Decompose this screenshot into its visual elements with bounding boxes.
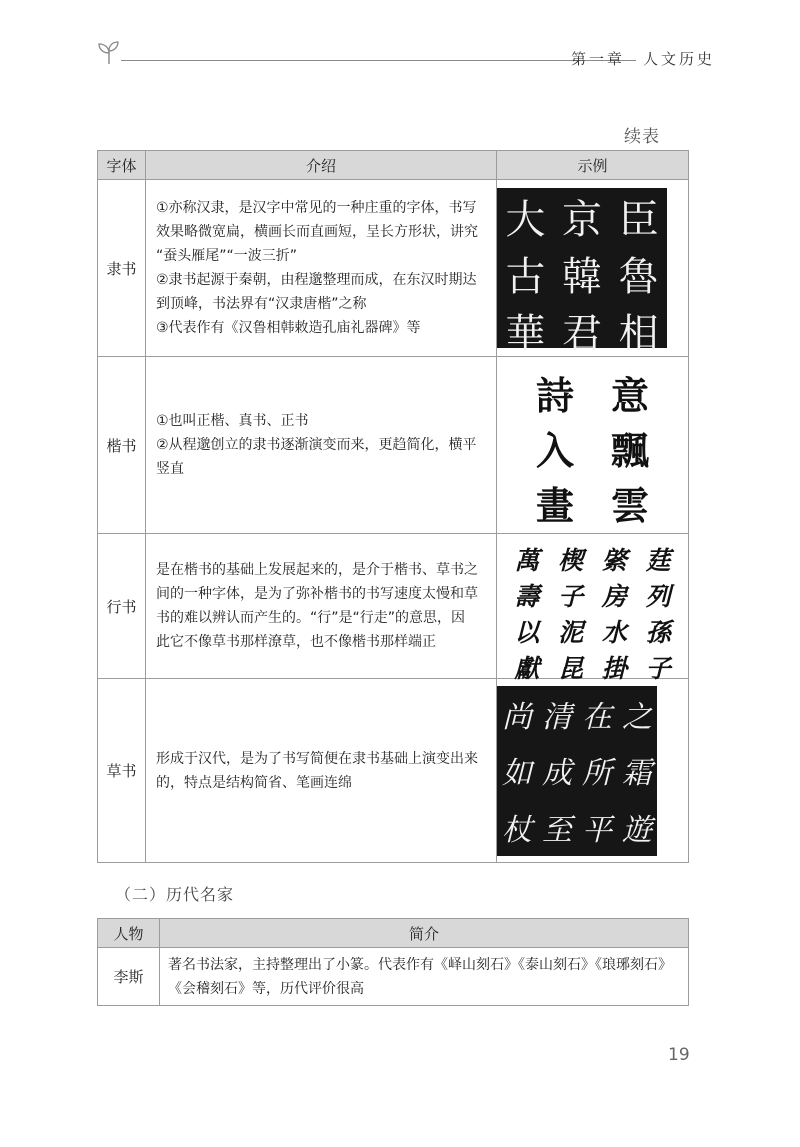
sample-char: 房 bbox=[601, 582, 627, 611]
example-cell bbox=[497, 534, 689, 683]
table-header-row bbox=[98, 151, 689, 180]
sample-char: 如 bbox=[502, 756, 532, 792]
font-intro bbox=[146, 357, 497, 534]
script-styles-table bbox=[97, 150, 689, 863]
sample-char: 成 bbox=[542, 756, 572, 792]
sample-char: 霜 bbox=[622, 756, 652, 792]
running-script-sample bbox=[505, 541, 680, 683]
table-header-row bbox=[98, 919, 689, 948]
sample-char: 水 bbox=[601, 618, 627, 647]
intro-line: 到顶峰，书法界有“汉隶唐楷”之称 bbox=[156, 296, 367, 312]
sample-char: 遊 bbox=[622, 813, 652, 849]
sample-char: 壽 bbox=[514, 582, 540, 611]
sample-char: 平 bbox=[582, 813, 612, 849]
table-row bbox=[98, 180, 689, 357]
sample-char: 所 bbox=[582, 756, 612, 792]
chapter-number: 第一章 bbox=[570, 50, 625, 68]
sample-char: 萬 bbox=[514, 546, 540, 575]
font-intro bbox=[146, 534, 497, 679]
intro-line: 效果略微宽扁，横画长而直画短，呈长方形状，讲究 bbox=[156, 224, 478, 240]
bio-line: 著名书法家，主持整理出了小篆。代表作有《峄山刻石》《泰山刻石》《琅琊刻石》 bbox=[168, 956, 672, 973]
intro-line: “蚕头雁尾”“一波三折” bbox=[156, 248, 298, 264]
intro-line: 此它不像草书那样潦草，也不像楷书那样端正 bbox=[156, 634, 436, 650]
page-number: 19 bbox=[668, 1045, 690, 1065]
sample-char: 清 bbox=[542, 699, 572, 735]
continued-label: 续表 bbox=[624, 127, 660, 147]
font-intro bbox=[146, 180, 497, 357]
sample-char: 雲 bbox=[610, 483, 649, 528]
table-row bbox=[98, 679, 689, 863]
sample-char: 古 bbox=[505, 254, 546, 300]
sample-char: 飄 bbox=[610, 428, 649, 473]
bio-line: 《会稽刻石》等，历代评价很高 bbox=[168, 980, 364, 997]
font-name: 行书 bbox=[98, 534, 146, 679]
sample-char: 韓 bbox=[561, 254, 602, 300]
sample-char: 孫 bbox=[645, 618, 671, 647]
font-name: 草书 bbox=[98, 679, 146, 863]
header-divider bbox=[121, 60, 636, 61]
calligraphers-table bbox=[97, 918, 689, 1006]
sample-char: 之 bbox=[622, 699, 652, 735]
sample-char: 臣 bbox=[618, 197, 659, 243]
intro-line: 书的难以辨认而产生的。“行”是“行走”的意思，因 bbox=[156, 610, 466, 626]
sample-char: 在 bbox=[582, 699, 612, 735]
column-header-example: 示例 bbox=[497, 151, 689, 180]
intro-line: ③代表作有《汉鲁相韩敕造孔庙礼器碑》等 bbox=[156, 320, 421, 336]
clerical-script-sample bbox=[497, 188, 667, 357]
column-header-person: 人物 bbox=[98, 919, 160, 948]
table-row bbox=[98, 948, 689, 1006]
page-header bbox=[95, 38, 715, 70]
font-name: 隶书 bbox=[98, 180, 146, 357]
column-header-bio: 简介 bbox=[160, 919, 689, 948]
intro-line: ②从程邈创立的隶书逐渐演变而来，更趋简化，横平 bbox=[156, 437, 477, 453]
sample-char: 華 bbox=[505, 311, 546, 357]
example-cell bbox=[497, 679, 689, 863]
sample-char: 君 bbox=[561, 311, 602, 357]
section-title: （二）历代名家 bbox=[115, 885, 235, 904]
sample-char: 入 bbox=[535, 428, 574, 473]
font-intro bbox=[146, 679, 497, 863]
intro-line: 形成于汉代，是为了书写简便在隶书基础上演变出来 bbox=[156, 750, 478, 767]
chapter-title: 人文历史 bbox=[642, 50, 715, 68]
font-name: 楷书 bbox=[98, 357, 146, 534]
sample-char: 意 bbox=[610, 373, 649, 418]
sample-char: 魯 bbox=[618, 254, 659, 300]
table-row bbox=[98, 357, 689, 534]
sample-char: 楔 bbox=[558, 546, 584, 575]
intro-line: 的，特点是结构简省、笔画连绵 bbox=[156, 774, 352, 791]
column-header-intro: 介绍 bbox=[146, 151, 497, 180]
intro-line: ①亦称汉隶，是汉字中常见的一种庄重的字体，书写 bbox=[156, 200, 477, 216]
sample-char: 綮 bbox=[601, 546, 627, 575]
sample-char: 詩 bbox=[535, 373, 574, 418]
table-row bbox=[98, 534, 689, 679]
sprout-icon bbox=[95, 38, 123, 66]
sample-char: 京 bbox=[561, 197, 602, 243]
chapter-label bbox=[571, 48, 715, 69]
sample-char: 獻 bbox=[514, 654, 540, 683]
sample-char: 子 bbox=[645, 654, 671, 683]
sample-char: 至 bbox=[542, 813, 572, 849]
sample-char: 以 bbox=[514, 618, 540, 647]
cursive-script-sample bbox=[497, 686, 657, 856]
example-cell bbox=[497, 180, 689, 357]
intro-line: ①也叫正楷、真书、正书 bbox=[156, 413, 309, 429]
sample-char: 列 bbox=[645, 582, 671, 611]
person-name: 李斯 bbox=[98, 948, 160, 1006]
intro-line: ②隶书起源于秦朝，由程邈整理而成，在东汉时期达 bbox=[156, 272, 477, 288]
sample-char: 尚 bbox=[502, 699, 532, 735]
column-header-font: 字体 bbox=[98, 151, 146, 180]
sample-char: 昆 bbox=[558, 654, 584, 683]
regular-script-sample bbox=[518, 365, 668, 528]
sample-char: 掛 bbox=[601, 654, 627, 683]
sample-char: 畫 bbox=[535, 483, 574, 528]
sample-char: 杖 bbox=[502, 813, 532, 849]
intro-line: 竖直 bbox=[156, 461, 184, 477]
intro-line: 是在楷书的基础上发展起来的，是介于楷书、草书之 bbox=[156, 562, 478, 578]
sample-char: 泥 bbox=[558, 618, 584, 647]
sample-char: 大 bbox=[505, 197, 546, 243]
sample-char: 相 bbox=[618, 311, 659, 357]
sample-char: 莛 bbox=[645, 546, 671, 575]
example-cell bbox=[497, 357, 689, 534]
intro-line: 间的一种字体，是为了弥补楷书的书写速度太慢和草 bbox=[156, 586, 478, 602]
sample-char: 子 bbox=[558, 582, 584, 611]
person-bio bbox=[160, 948, 689, 1006]
